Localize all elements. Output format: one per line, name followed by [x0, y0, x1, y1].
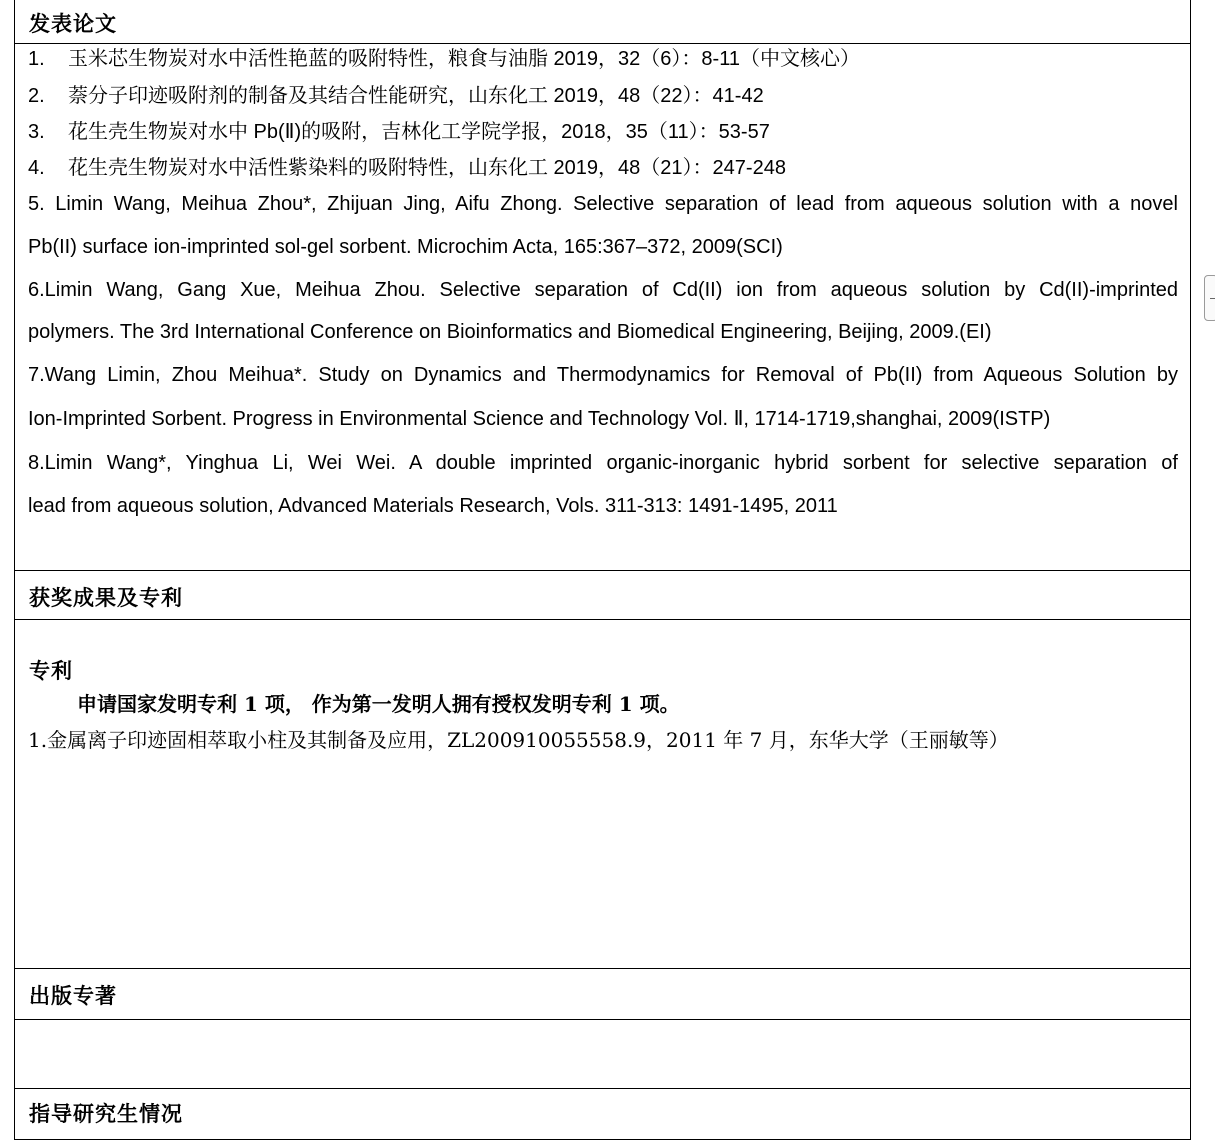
paper-entry-line: Pb(II) surface ion-imprinted sol-gel sorbent. Microchim Acta, 165:367–372, 2009(SCI) [28, 236, 783, 258]
paper-entry-line: 6.Limin Wang, Gang Xue, Meihua Zhou. Selective separation of Cd(II) ion from aqueous solution by Cd(II)-imprinted [28, 279, 1178, 301]
divider [14, 43, 1191, 44]
paper-entry-line: 5. Limin Wang, Meihua Zhou*, Zhijuan Jing, Aifu Zhong. Selective separation of lead from aqueous solution with a novel [28, 193, 1178, 215]
patent-heading: 专利 [29, 658, 73, 683]
paper-text: 玉米芯生物炭对水中活性艳蓝的吸附特性，粮食与油脂 2019，32（6）：8-11（中文核心） [68, 48, 860, 70]
paper-number: 2. [28, 85, 45, 107]
paper-entry-line: lead from aqueous solution, Advanced Materials Research, Vols. 311-313: 1491-1495, 2011 [28, 495, 838, 517]
paper-item [28, 120, 770, 144]
side-panel-handle[interactable] [1204, 275, 1215, 321]
paper-number: 4. [28, 157, 45, 179]
divider [14, 1139, 1191, 1140]
paper-entry-line: 7.Wang Limin, Zhou Meihua*. Study on Dynamics and Thermodynamics for Removal of Pb(II) from Aqueous Solution by [28, 364, 1178, 386]
paper-text: 花生壳生物炭对水中活性紫染料的吸附特性，山东化工 2019，48（21）：247-248 [68, 157, 786, 179]
section-title-awards: 获奖成果及专利 [29, 585, 183, 610]
paper-text: 花生壳生物炭对水中 Pb(Ⅱ)的吸附，吉林化工学院学报，2018，35（11）：53-57 [68, 121, 770, 143]
section-title-students: 指导研究生情况 [29, 1101, 183, 1126]
patent-item: 1.金属离子印迹固相萃取小柱及其制备及应用，ZL200910055558.9，2011 年 7 月，东华大学（王丽敏等） [28, 728, 1009, 752]
paper-item [28, 156, 786, 180]
divider [14, 968, 1191, 969]
divider [14, 1019, 1191, 1020]
divider [14, 570, 1191, 571]
section-title-books: 出版专著 [29, 983, 117, 1008]
paper-entry-line: Ion-Imprinted Sorbent. Progress in Environmental Science and Technology Vol. Ⅱ, 1714-1719,shanghai, 2009(ISTP) [28, 408, 1051, 430]
patent-summary: 申请国家发明专利 1 项， 作为第一发明人拥有授权发明专利 1 项。 [77, 692, 680, 716]
divider [14, 619, 1191, 620]
section-title-papers: 发表论文 [29, 11, 117, 36]
paper-item [28, 84, 764, 108]
paper-number: 3. [28, 121, 45, 143]
divider [14, 1088, 1191, 1089]
paper-text: 萘分子印迹吸附剂的制备及其结合性能研究，山东化工 2019，48（22）：41-42 [68, 85, 764, 107]
paper-item [28, 47, 860, 71]
paper-entry-line: polymers. The 3rd International Conference on Bioinformatics and Biomedical Engineering, Beijing, 2009.(EI) [28, 321, 992, 343]
paper-number: 1. [28, 48, 45, 70]
paper-entry-line: 8.Limin Wang*, Yinghua Li, Wei Wei. A double imprinted organic-inorganic hybrid sorbent for selective separation of [28, 452, 1178, 474]
